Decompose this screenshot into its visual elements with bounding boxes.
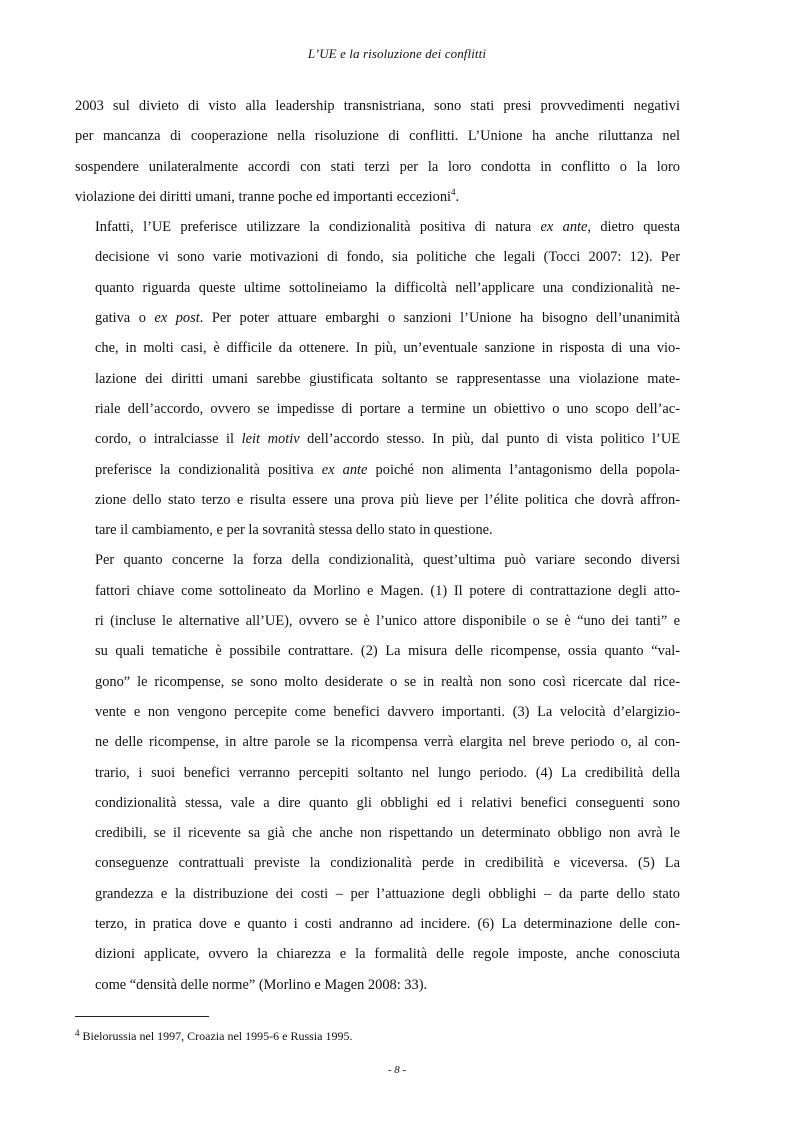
text-line: trario, i suoi benefici verranno percepiti soltanto nel lungo periodo. (4) La credibilità della	[95, 764, 680, 781]
footnote-text: Bielorussia nel 1997, Croazia nel 1995-6 e Russia 1995.	[79, 1029, 353, 1043]
text-line	[75, 455, 680, 485]
text-line	[75, 303, 680, 333]
italic-term: ex post	[154, 310, 200, 327]
text-line: terzo, in pratica dove e quanto i costi andranno ad incidere. (6) La determinazione delle con-	[95, 916, 680, 933]
text-line	[75, 182, 680, 212]
text-line: grandezza e la distribuzione dei costi – per l’attuazione degli obblighi – da parte dello stato	[95, 885, 680, 902]
italic-term: leit motiv	[241, 431, 300, 448]
footnote	[75, 1028, 680, 1044]
text-line: ri (incluse le alternative all’UE), ovvero se è l’unico attore disponibile o se è “uno dei tanti” e	[95, 613, 680, 630]
text-line: vente e non vengono percepite come benefici davvero importanti. (3) La velocità d’elargizio-	[95, 703, 680, 720]
text-segment: . Per poter attuare embarghi o sanzioni l’Unione ha bisogno dell’unanimità	[199, 310, 680, 327]
body-text	[75, 91, 680, 1000]
footnote-number: 4	[75, 1028, 80, 1038]
text-line: Per quanto concerne la forza della condizionalità, quest’ultima può variare secondo diversi	[95, 552, 680, 569]
text-line: riale dell’accordo, ovvero se impedisse di portare a termine un obiettivo o uno scopo dell’ac-	[95, 400, 680, 417]
footnote-reference[interactable]: 4	[451, 187, 456, 198]
text-line: lazione dei diritti umani sarebbe giustificata soltanto se rappresentasse una violazione mate-	[95, 370, 680, 387]
text-line	[75, 424, 680, 454]
text-line	[75, 212, 680, 242]
text-segment: poiché non alimenta l’antagonismo della popola-	[367, 461, 680, 478]
text-line: 2003 sul divieto di visto alla leadership transnistriana, sono stati presi provvedimenti negativi	[75, 98, 680, 114]
running-header: L’UE e la risoluzione dei conflitti	[307, 46, 487, 61]
italic-term: ex ante	[321, 461, 368, 478]
text-segment: , dietro questa	[587, 219, 681, 236]
text-line: dizioni applicate, ovvero la chiarezza e la formalità delle regole imposte, anche conosciuta	[95, 946, 680, 963]
text-line: su quali tematiche è possibile contrattare. (2) La misura delle ricompense, ossia quanto “val-	[95, 643, 680, 660]
text-line: zione dello stato terzo e risulta essere una prova più lieve per l’élite politica che dovrà affron-	[95, 491, 680, 508]
paragraph-3	[75, 545, 680, 999]
text-line: credibili, se il ricevente sa già che anche non rispettando un determinato obbligo non avrà le	[95, 825, 680, 842]
text-line: per mancanza di cooperazione nella risoluzione di conflitti. L’Unione ha anche riluttanza nel	[75, 128, 680, 145]
text-segment: violazione dei diritti umani, tranne poche ed importanti eccezioni	[75, 188, 452, 205]
text-line: conseguenze contrattuali previste la condizionalità perde in credibilità e viceversa. (5) La	[95, 855, 680, 872]
text-line: fattori chiave come sottolineato da Morlino e Magen. (1) Il potere di contrattazione degli atto-	[95, 582, 680, 599]
text-segment: dell’accordo stesso. In più, dal punto di vista politico l’UE	[299, 431, 681, 448]
text-line: tare il cambiamento, e per la sovranità stessa dello stato in questione.	[95, 522, 493, 539]
text-line: ne delle ricompense, in altre parole se la ricompensa verrà elargita nel breve periodo o, al con-	[95, 734, 680, 751]
paragraph-1	[75, 91, 680, 212]
footnote-separator	[75, 1016, 209, 1017]
text-segment: .	[455, 188, 460, 205]
text-line: che, in molti casi, è difficile da ottenere. In più, un’eventuale sanzione in risposta di una vio-	[95, 340, 680, 357]
text-line: come “densità delle norme” (Morlino e Magen 2008: 33).	[95, 976, 428, 993]
text-segment: gativa o	[95, 310, 155, 327]
page-number: - 8 -	[387, 1064, 407, 1076]
text-segment: preferisce la condizionalità positiva	[95, 461, 322, 478]
text-segment: Infatti, l’UE preferisce utilizzare la condizionalità positiva di natura	[95, 219, 541, 236]
text-line: gono” le ricompense, se sono molto desiderate o se in realtà non sono così ricercate dal rice-	[95, 673, 680, 690]
italic-term: ex ante	[540, 219, 588, 236]
text-line: sospendere unilateralmente accordi con stati terzi per la loro condotta in conflitto o la loro	[75, 158, 680, 175]
text-line: decisione vi sono varie motivazioni di fondo, sia politiche che legali (Tocci 2007: 12). Per	[95, 249, 680, 266]
text-segment: cordo, o intralciasse il	[95, 431, 242, 448]
text-line: quanto riguarda queste ultime sottolineiamo la difficoltà nell’applicare una condizionalità ne-	[95, 279, 680, 296]
text-line: condizionalità stessa, vale a dire quanto gli obblighi ed i relativi benefici conseguenti sono	[95, 794, 680, 811]
paragraph-2	[75, 212, 680, 545]
